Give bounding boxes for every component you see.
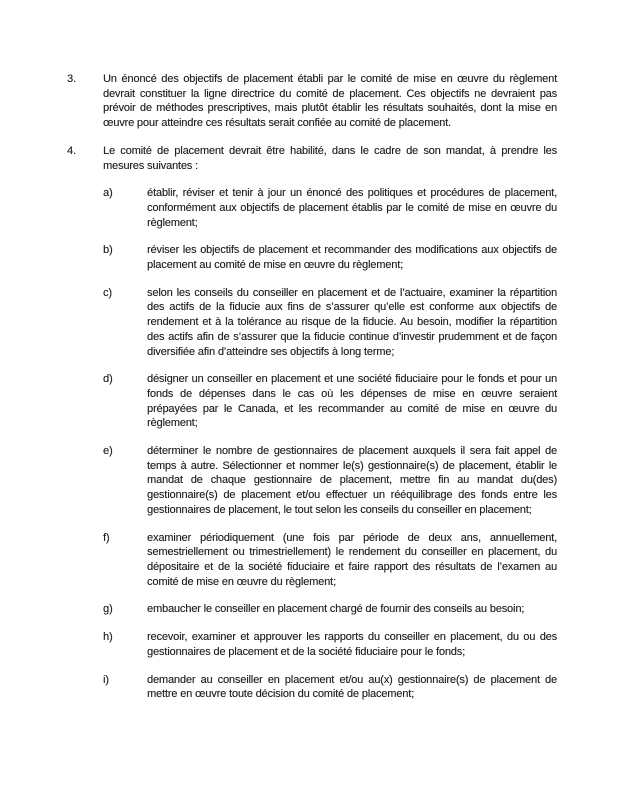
numbered-item-4 xyxy=(67,144,557,173)
sub-item-text: embaucher le conseiller en placement chargé de fournir des conseils au besoin; xyxy=(147,603,525,616)
sub-item-a xyxy=(103,186,557,230)
sub-item-text: recevoir, examiner et approuver les rapports du conseiller en placement, du ou des gestionnaires de placement et de la société fiduciaire pour le fonds; xyxy=(147,631,557,658)
sub-item-text: examiner périodiquement (une fois par période de deux ans, annuellement, semestriellement ou trimestriellement) le rendement du conseiller en placement, du dépositaire et de la société fiduciaire et faire rapport des résultats de l’examen au comité de mise en œuvre du règlement; xyxy=(147,531,557,588)
sub-item-letter: a) xyxy=(103,187,113,200)
sub-item-text: réviser les objectifs de placement et recommander des modifications aux objectifs de placement au comité de mise en œuvre du règlement; xyxy=(147,244,557,272)
item-text: Un énoncé des objectifs de placement établi par le comité de mise en œuvre du règlement devrait constituer la ligne directrice du comité de placement. Ces objectifs ne devraient pas prévoir de méthodes prescriptives, mais plutôt établir les résultats souhaités, dont la mise en œuvre pour atteindre ces résultats serait confiée au comité de placement. xyxy=(103,73,557,130)
sub-item-b xyxy=(103,243,557,272)
numbered-item-3 xyxy=(67,72,557,131)
sub-item-letter: h) xyxy=(103,631,113,644)
sub-item-text: demander au conseiller en placement et/ou au(x) gestionnaire(s) de placement de mettre en œuvre toute décision du comité de placement; xyxy=(147,673,557,701)
sub-item-letter: b) xyxy=(103,244,113,257)
sub-item-text: désigner un conseiller en placement et une société fiduciaire pour le fonds et pour un fonds de dépenses dans le cas où les dépenses de mise en œuvre seraient prépayées par le Canada, et les recommander au comité de mise en œuvre du règlement; xyxy=(147,373,557,430)
sub-item-h xyxy=(103,630,557,659)
sub-item-letter: f) xyxy=(103,531,110,544)
sub-item-text: selon les conseils du conseiller en placement et de l’actuaire, examiner la répartition des actifs de la fiducie aux fins de s’assurer qu’elle est conforme aux objectifs de rendement et à la tolérance au risque de la fiducie. Au besoin, modifier la répartition des actifs afin de s’assurer que la fiducie continue d’investir prudemment et de façon diversifiée afin d’atteindre ses objectifs à long terme; xyxy=(147,286,557,358)
sub-item-d xyxy=(103,372,557,431)
item-number: 4. xyxy=(67,144,76,157)
sub-item-c xyxy=(103,286,557,360)
sub-item-text: déterminer le nombre de gestionnaires de placement auxquels il sera fait appel de temps à autre. Sélectionner et nommer le(s) gestionnaire(s) de placement, établir le mandat de chaque gestionnaire de placement, mettre fin au mandat du(des) gestionnaire(s) de placement et/ou effectuer un rééquilibrage des fonds entre les gestionnaires de placement, le tout selon les conseils du conseiller en placement; xyxy=(147,445,557,516)
sub-item-letter: c) xyxy=(103,286,112,299)
sub-item-i xyxy=(103,673,557,702)
sub-item-f xyxy=(103,531,557,590)
item-text: Le comité de placement devrait être habilité, dans le cadre de son mandat, à prendre les mesures suivantes : xyxy=(103,144,557,172)
sub-item-letter: d) xyxy=(103,373,113,386)
sub-item-letter: e) xyxy=(103,445,113,458)
item-number: 3. xyxy=(67,73,76,85)
sub-item-letter: i) xyxy=(103,673,109,686)
sub-item-g xyxy=(103,602,557,617)
sub-item-letter: g) xyxy=(103,603,113,616)
sub-item-text: établir, réviser et tenir à jour un énoncé des politiques et procédures de placement, conformément aux objectifs de placement établis par le comité de mise en œuvre du règlement; xyxy=(147,187,557,229)
sub-item-e xyxy=(103,444,557,518)
